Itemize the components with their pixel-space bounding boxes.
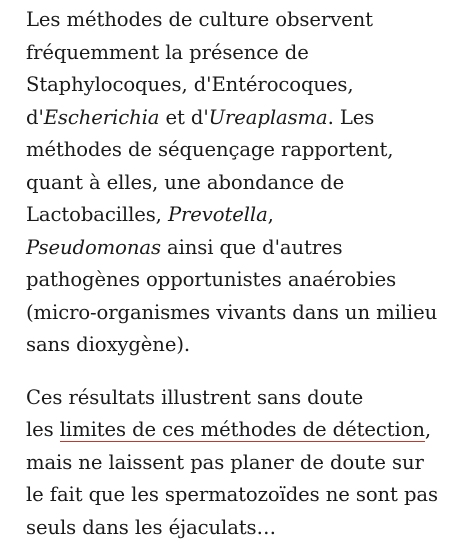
- text-line: quant à elles, une abondance de: [26, 167, 466, 200]
- text-line: [26, 232, 466, 265]
- italic-term-ureaplasma: Ureaplasma: [209, 106, 328, 129]
- article-body: [26, 4, 466, 544]
- link-detection-limits[interactable]: limites de ces méthodes de détection: [60, 418, 425, 442]
- text-line: [26, 102, 466, 135]
- text-fragment: d': [26, 106, 44, 129]
- text-fragment: les: [26, 418, 60, 441]
- text-line: sans dioxygène).: [26, 329, 466, 362]
- italic-term-pseudomonas: Pseudomonas: [26, 236, 161, 259]
- text-line: fréquemment la présence de: [26, 37, 466, 70]
- text-line: seuls dans les éjaculats…: [26, 512, 466, 544]
- text-line: Les méthodes de culture observent: [26, 4, 466, 37]
- text-line: (micro-organismes vivants dans un milieu: [26, 297, 466, 330]
- italic-term-escherichia: Escherichia: [44, 106, 160, 129]
- paragraph-results: [26, 382, 466, 544]
- text-line: mais ne laissent pas planer de doute sur: [26, 447, 466, 480]
- text-fragment: . Les: [328, 106, 375, 129]
- text-line: le fait que les spermatozoïdes ne sont pas: [26, 479, 466, 512]
- text-fragment: Lactobacilles,: [26, 203, 168, 226]
- italic-term-prevotella: Prevotella: [168, 203, 268, 226]
- text-line: [26, 414, 466, 447]
- text-fragment: et d': [159, 106, 208, 129]
- text-line: Ces résultats illustrent sans doute: [26, 382, 466, 415]
- text-line: [26, 199, 466, 232]
- text-fragment: ,: [268, 203, 274, 226]
- paragraph-culture-methods: [26, 4, 466, 362]
- text-fragment: ,: [425, 418, 431, 441]
- text-line: méthodes de séquençage rapportent,: [26, 134, 466, 167]
- text-line: pathogènes opportunistes anaérobies: [26, 264, 466, 297]
- text-line: Staphylocoques, d'Entérocoques,: [26, 69, 466, 102]
- text-fragment: ainsi que d'autres: [161, 236, 343, 259]
